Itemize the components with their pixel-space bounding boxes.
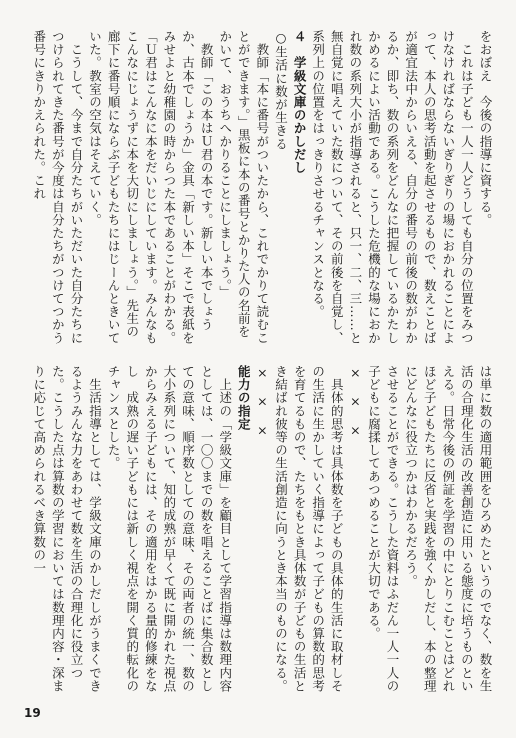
paragraph: こうして、今まで自分たちがいただいた自分たちにつけられてきた番号が今度は自分たちがつけてつかう番号にきりかえられた。これ: [31, 30, 84, 345]
paragraph: は単に数の適用範囲をひろめたというのでなく、数を生活の合理化生活の改善創造に用いる態度に培うものといえる。日常今後の例証を学習の中にとりこむことはどれほど子どもたちに反省と実践を強くかしだし、本の整理にどんなに役立つかはわかるだろう。: [403, 365, 493, 693]
paragraph: これは子ども一人一人どうしても自分の位置をみつけなければならないぎりぎりの場におかれることによって、本人の思考活動を起させるもので、数えことばが適宜法中からいえる、自分の番号の前後の数がわかるか、即ち、数の系列をどんなに把握しているかたしかめるによい活動である。こうした危機的な場におかれ数の系列大小が指導されると、只一、二、三……と無自覚に唱えていた数について、その前後を自覚し、系列上の位置をはっきりさせるチャンスとなる。: [310, 30, 475, 345]
upper-text-block: [22, 30, 494, 345]
paragraph: × × ×: [347, 365, 363, 438]
paragraph: 生活指導としては、学級文庫のかしだしがうまくできるようみんな力をあわせて数を生活の合理化に役立つた。こうした点は算数の学習においては数理内容・深まりに応じて高められるべき算数の一: [31, 365, 103, 693]
paragraph: ○生活に数が生きる: [273, 30, 289, 151]
paragraph: × × ×: [254, 365, 270, 438]
paragraph: させることができる。こうした資料はふだん一人一人の子どもに腐揉してあつめることが大切である。: [366, 365, 401, 693]
section-heading: ４ 学級文庫のかしだし: [292, 30, 308, 175]
paragraph: をおぼえ 今後の指導に資する。: [478, 30, 493, 227]
paragraph: 教師「本に番号がついたから、これでかりて読むことができます。」黒板に本の番号とかりた人の名前をかいて、おうちへかりることにしましょう。」: [217, 30, 270, 345]
paragraph: 教師「この本はＵ君の本です。新しい本でしょうか、古本でしょうか」金具「新しい本」そこで表紙をみせよと幼稚園の時からつた本であることがわかる。「Ｕ君はこんなに本をだいじにしています。みんなもこんなにじょうずに本を大切にしましょう。」先生の廊下に番号順にならぶ子どもたちにはじーんときいていた。教室の空気はそえていく。: [87, 30, 215, 345]
section-heading: 能力の指定: [236, 365, 252, 431]
lower-text-block: [22, 365, 494, 695]
paragraph: 上述の「学級文庫」を顧目として学習指導は数理内容としては、一〇〇までの数を唱えることばに集合数としての意味、順序数としての意味、その両者の統一、数の大小系列について、知的成熟が早くて既に開かれた視点からみえる子どもには、その適用をはかる量的修練をなし 成熟の遅い子どもには新しく視点を開く質的転化のチャンスとした。: [106, 365, 233, 693]
page-number: 19: [24, 706, 41, 720]
paragraph: 具体的思考は具体数を子どもの具体的生活に取材しその生活に生かしていく指導によって子どもの算数的思考を育てるもので、たちをもとき具体数が子どもの生活とき結ばれ彼等の生活創造に向うとき本当のものになる。: [273, 365, 345, 693]
